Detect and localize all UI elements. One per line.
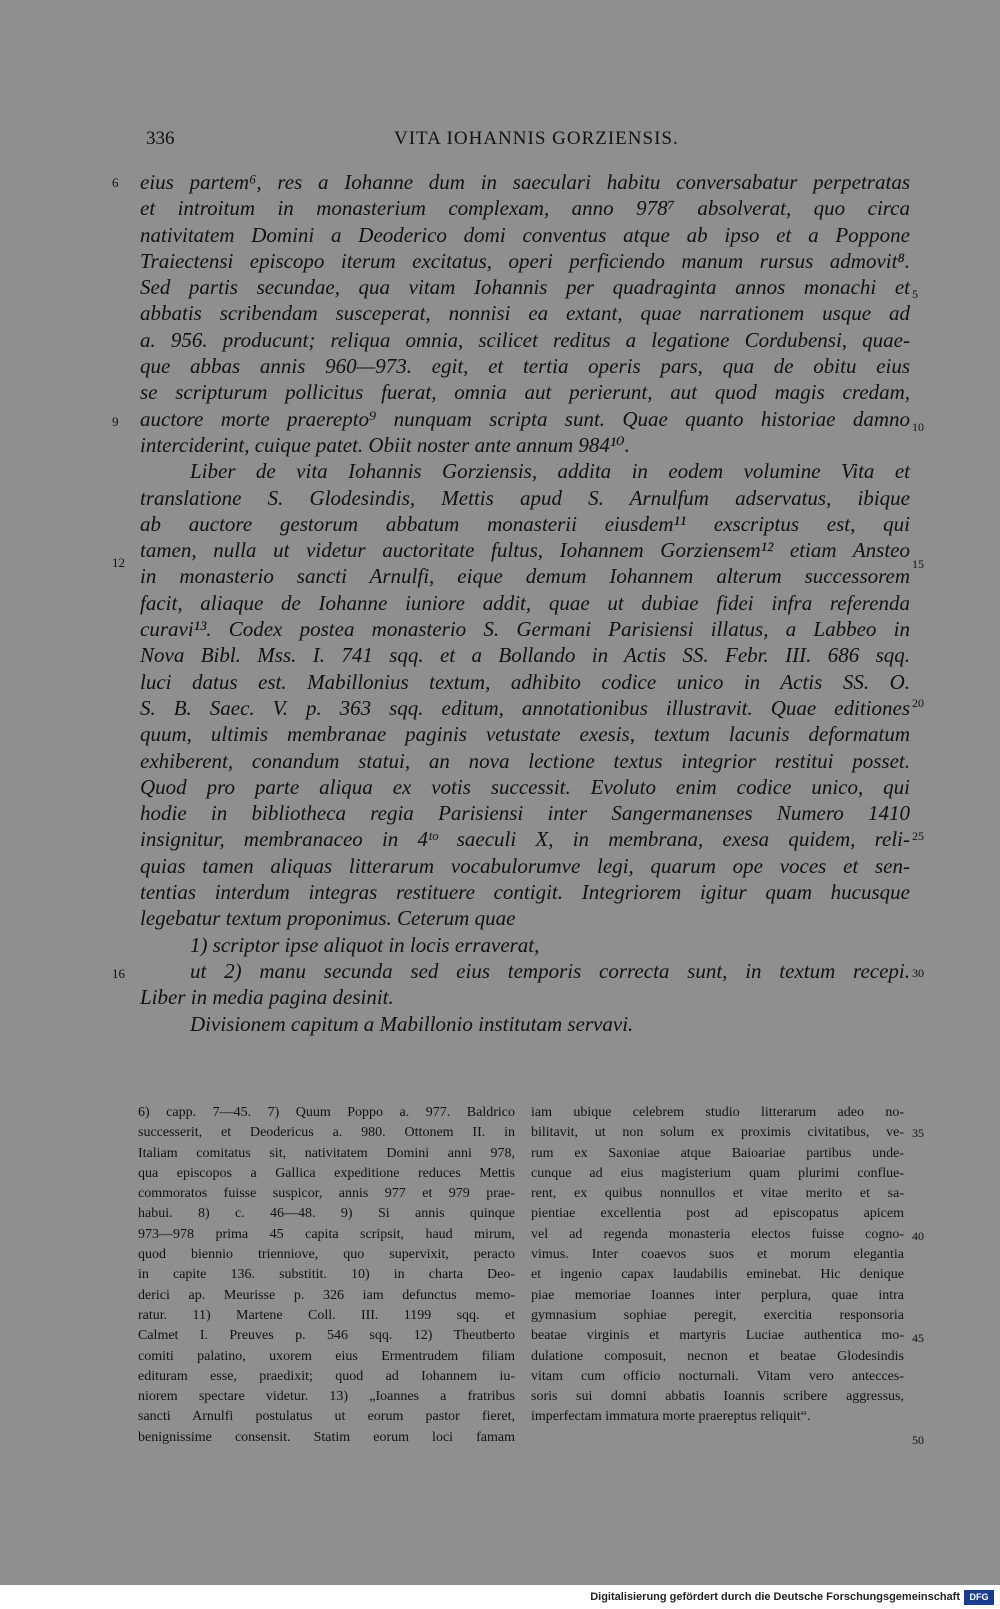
body-line: 1) scriptor ipse aliquot in locis erraverat, <box>190 932 540 957</box>
body-line: Liber in media pagina desinit. <box>140 985 394 1010</box>
body-line: Nova Bibl. Mss. I. 741 sqq. et a Bollando in Actis SS. Febr. III. 686 sqq. <box>140 643 910 668</box>
right-margin-number: 25 <box>912 829 924 843</box>
body-line: in monasterio sancti Arnulfi, eique demum Iohannem alterum successorem <box>140 564 910 589</box>
footnote-line: soris sui domni abbatis Ioannis scribere aggressus, <box>531 1389 904 1405</box>
footnote-line: 973—978 prima 45 capita scripsit, haud mirum, <box>138 1226 515 1242</box>
body-line: et introitum in monasterium complexam, anno 978⁷ absolverat, quo circa <box>140 196 910 221</box>
body-line: quias tamen aliquas litterarum vocabulorumve legi, quarum ope voces et sen- <box>140 853 910 878</box>
left-margin-number: 6 <box>112 175 119 190</box>
footnote-line: rent, ex quibus nonnullos et vitae merito et sa- <box>531 1186 904 1202</box>
footnote-line: bilitavit, ut non solum ex proximis civitatibus, ve- <box>531 1125 904 1141</box>
footnote-line: piae memoriae Ioannes inter perplura, quae intra <box>531 1287 904 1303</box>
running-title: VITA IOHANNIS GORZIENSIS. <box>394 128 679 149</box>
footnote-line: cunque ad eius magisterium quam plurimi conflue- <box>531 1165 904 1181</box>
body-line: Traiectensi episcopo iterum excitatus, operi perficiendo manum rursus admovit⁸. <box>140 248 910 273</box>
footnote-line: Calmet I. Preuves p. 546 sqq. 12) Theutberto <box>138 1328 515 1344</box>
footnote-line: beatae virginis et martyris Luciae authentica mo- <box>531 1328 904 1344</box>
body-line: Liber de vita Iohannis Gorziensis, addita in eodem volumine Vita et <box>190 459 910 484</box>
credit-bar <box>0 1587 1000 1609</box>
right-margin-number: 20 <box>912 696 924 710</box>
body-line: tentias interdum integras restituere contigit. Integriorem igitur quam hucusque <box>140 880 910 905</box>
body-line: interciderint, cuique patet. Obiit noster ante annum 984¹⁰. <box>140 432 630 457</box>
footnote-line: comiti palatino, uxorem eius Ermentrudem filiam <box>138 1348 515 1364</box>
right-margin-number: 35 <box>912 1126 924 1140</box>
body-line: a. 956. producunt; reliqua omnia, scilicet reditus a legatione Cordubensi, quae- <box>140 327 910 352</box>
footnote-line: quod biennio trienniove, quo supervixit, peracto <box>138 1247 515 1263</box>
footnote-line: vimus. Inter coaevos suos et morum elegantia <box>531 1247 904 1263</box>
footnote-line: vel ad regenda monasteria electos fuisse cogno- <box>531 1226 904 1242</box>
body-line: que abbas annis 960—973. egit, et tertia operis pars, qua de obitu eius <box>140 354 910 379</box>
right-margin-number: 5 <box>912 287 918 301</box>
footnote-line: 6) capp. 7—45. 7) Quum Poppo a. 977. Baldrico <box>138 1105 515 1120</box>
body-line: facit, aliaque de Iohanne iuniore addit, quae ut dubiae fidei infra referenda <box>140 590 910 615</box>
body-line: quum, ultimis membranae paginis vetustate exesis, textum lacunis deformatum <box>140 722 910 747</box>
right-margin-number: 40 <box>912 1229 924 1243</box>
body-line: translatione S. Glodesindis, Mettis apud S. Arnulfum adservatus, ibique <box>140 485 910 510</box>
body-line: ut 2) manu secunda sed eius temporis correcta sunt, in textum recepi. <box>190 958 910 983</box>
body-line: curavi¹³. Codex postea monasterio S. Germani Parisiensi illatus, a Labbeo in <box>140 617 910 642</box>
footnote-line: successerit, et Deodericus a. 980. Ottonem II. in <box>138 1125 515 1141</box>
footnote-line: gymnasium sophiae peregit, exercitia responsoria <box>531 1307 904 1323</box>
left-margin-number: 12 <box>112 555 125 570</box>
body-line: auctore morte praerepto⁹ nunquam scripta sunt. Quae quanto historiae damno <box>140 406 910 431</box>
body-line: luci datus est. Mabillonius textum, adhibito codice unico in Actis SS. O. <box>140 669 910 694</box>
footnote-line: rum ex Saxoniae atque Baioariae partibus unde- <box>531 1145 904 1161</box>
right-margin-number: 15 <box>912 557 924 571</box>
body-line: legebatur textum proponimus. Ceterum quae <box>140 906 516 931</box>
body-line: hodie in bibliotheca regia Parisiensi inter Sangermanenses Numero 1410 <box>140 801 910 826</box>
body-line: eius partem⁶, res a Iohanne dum in saeculari habitu conversabatur perpetratas <box>140 170 910 194</box>
body-line: exhiberent, conandum statui, an nova lectione textus integrior restitui posset. <box>140 748 910 773</box>
body-line: tamen, nulla ut videtur auctoritate fultus, Iohannem Gorziensem¹² etiam Ansteo <box>140 538 910 563</box>
body-line: Quod pro parte aliqua ex votis successit. Evoluto enim codice unico, qui <box>140 774 910 799</box>
footnote-line: et ingenio capax laudabilis eminebat. Hic denique <box>531 1267 904 1283</box>
body-line: abbatis scribendam susceperat, nonnisi ea extant, quae narrationem usque ad <box>140 301 910 326</box>
left-margin-number: 9 <box>112 414 119 429</box>
body-line: insignitur, membranaceo in 4ᵗᵒ saeculi X, in membrana, exesa quidem, reli- <box>140 827 910 852</box>
body-line: nativitatem Domini a Deoderico domi conventus atque ab ipso et a Poppone <box>140 222 910 247</box>
footnote-line: dulatione composuit, necnon et beatae Glodesindis <box>531 1348 904 1364</box>
footnote-line: pientiae excellentia post ad episcopatus apicem <box>531 1206 904 1222</box>
funding-credit: Digitalisierung gefördert durch die Deutsche Forschungsgemeinschaft <box>590 1591 960 1603</box>
right-margin-number: 10 <box>912 420 924 434</box>
body-line: se scripturum pollicitus fuerat, omnia aut perierunt, aut quod magis credam, <box>140 380 910 405</box>
body-line: S. B. Saec. V. p. 363 sqq. editum, annotationibus illustravit. Quae editiones <box>140 695 910 720</box>
footnote-line: niorem spectare videtur. 13) „Ioannes a fratribus <box>138 1389 515 1405</box>
footnote-line: edituram esse, praedixit; quod ad Iohannem iu- <box>138 1368 515 1384</box>
footnote-line: benignissime consensit. Statim eorum loci famam <box>138 1429 515 1445</box>
right-margin-number: 30 <box>912 966 924 980</box>
footnote-line: ratur. 11) Martene Coll. III. 1199 sqq. et <box>138 1307 515 1323</box>
footnote-line: vitam cum officio nocturnali. Vitam vero antecces- <box>531 1368 904 1384</box>
body-line: ab auctore gestorum abbatum monasterii eiusdem¹¹ exscriptus est, qui <box>140 511 910 536</box>
right-margin-number: 45 <box>912 1331 924 1345</box>
footnote-line: habui. 8) c. 46—48. 9) Si annis quinque <box>138 1206 515 1222</box>
left-margin-number: 16 <box>112 966 125 981</box>
footnote-line: derici ap. Meurisse p. 326 iam defunctus memo- <box>138 1287 515 1303</box>
right-margin-number: 50 <box>912 1433 924 1447</box>
dfg-logo-icon: DFG <box>964 1590 994 1605</box>
footnote-line: commoratos fuisse suspicor, annis 977 et 979 prae- <box>138 1186 515 1202</box>
body-line: Sed partis secundae, qua vitam Iohannis per quadraginta annos monachi et <box>140 275 910 300</box>
page-number: 336 <box>146 128 175 149</box>
footnotes-right-column <box>531 1103 904 1428</box>
footnotes-left-column <box>138 1103 515 1448</box>
footnote-line: sancti Arnulfi postulatus ut eorum pastor fieret, <box>138 1409 515 1425</box>
footnote-line: qua episcopos a Gallica expeditione reduces Mettis <box>138 1165 515 1181</box>
footnote-line: Italiam comitatus sit, nativitatem Domini anni 978, <box>138 1145 515 1161</box>
footnote-line: iam ubique celebrem studio litterarum adeo no- <box>531 1105 904 1120</box>
footnote-line: in capite 136. substitit. 10) in charta Deo- <box>138 1267 515 1283</box>
body-text <box>140 169 910 1037</box>
body-line: Divisionem capitum a Mabillonio institutam servavi. <box>190 1011 634 1036</box>
footnote-line: imperfectam immatura morte praereptus reliquit“. <box>531 1409 811 1425</box>
